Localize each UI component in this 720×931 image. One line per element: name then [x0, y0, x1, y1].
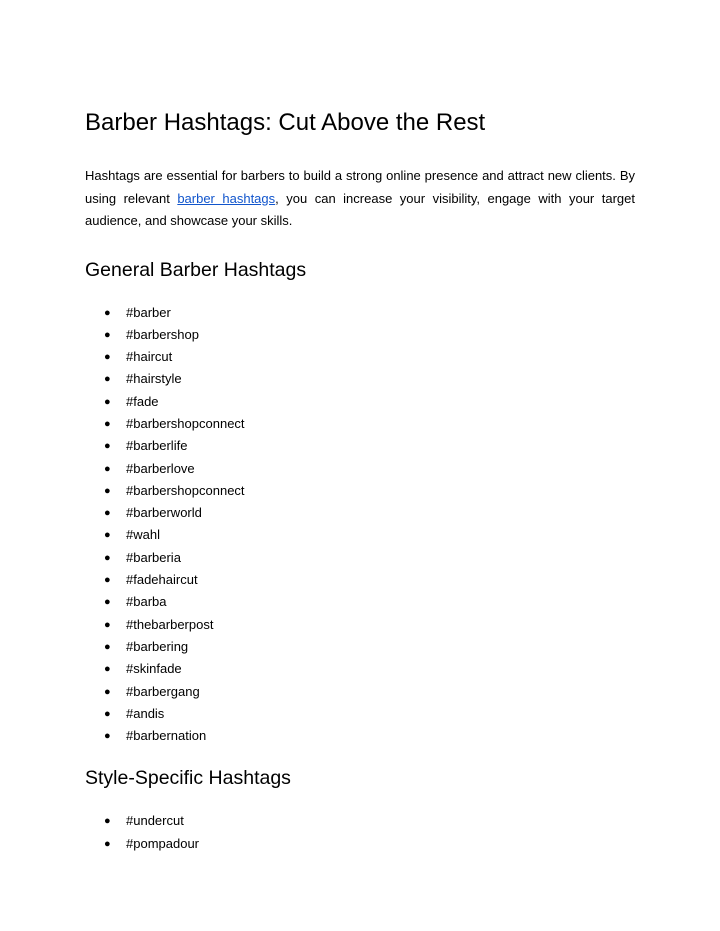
- hashtag-text: #andis: [126, 705, 165, 721]
- hashtag-text: #fade: [126, 393, 159, 409]
- hashtag-text: #barbershopconnect: [126, 415, 245, 431]
- hashtag-text: #barberlife: [126, 438, 188, 454]
- document-content: [85, 106, 635, 855]
- list-item: [85, 703, 635, 725]
- bullet-icon: ●: [104, 551, 111, 564]
- hashtag-text: #hairstyle: [126, 371, 182, 387]
- barber-hashtags-link[interactable]: barber hashtags: [177, 190, 276, 206]
- list-item: [85, 658, 635, 680]
- list-item: [85, 681, 635, 703]
- intro-paragraph: [85, 165, 635, 233]
- list-item: [85, 547, 635, 569]
- hashtag-text: #barbershopconnect: [126, 482, 245, 498]
- intro-text-after-link: , you can increase your visibility, engage with your target audience, and showcase your skills.: [85, 190, 635, 228]
- bullet-icon: ●: [104, 618, 111, 631]
- list-item: [85, 346, 635, 368]
- hashtag-text: #thebarberpost: [126, 616, 214, 632]
- page-title: Barber Hashtags: Cut Above the Rest: [85, 109, 486, 136]
- bullet-icon: ●: [104, 730, 111, 743]
- list-item: [85, 502, 635, 524]
- style-specific-hashtag-list: [85, 810, 635, 855]
- hashtag-text: #barberworld: [126, 505, 202, 521]
- bullet-icon: ●: [104, 837, 111, 850]
- bullet-icon: ●: [104, 373, 111, 386]
- bullet-icon: ●: [104, 306, 111, 319]
- general-hashtag-list: [85, 302, 635, 748]
- bullet-icon: ●: [104, 484, 111, 497]
- list-item: [85, 524, 635, 546]
- bullet-icon: ●: [104, 596, 111, 609]
- list-item: [85, 413, 635, 435]
- hashtag-text: #skinfade: [126, 661, 182, 677]
- list-item: [85, 725, 635, 747]
- bullet-icon: ●: [104, 815, 111, 828]
- bullet-icon: ●: [104, 462, 111, 475]
- hashtag-text: #barba: [126, 594, 167, 610]
- section-heading-general: General Barber Hashtags: [85, 258, 307, 281]
- bullet-icon: ●: [104, 417, 111, 430]
- bullet-icon: ●: [104, 529, 111, 542]
- list-item: [85, 368, 635, 390]
- list-item: [85, 391, 635, 413]
- hashtag-text: #fadehaircut: [126, 572, 198, 588]
- bullet-icon: ●: [104, 507, 111, 520]
- hashtag-text: #barbergang: [126, 683, 200, 699]
- list-item: [85, 810, 635, 832]
- hashtag-text: #wahl: [126, 527, 160, 543]
- hashtag-text: #haircut: [126, 349, 173, 365]
- bullet-icon: ●: [104, 351, 111, 364]
- list-item: [85, 636, 635, 658]
- hashtag-text: #barbernation: [126, 728, 207, 744]
- hashtag-text: #barbershop: [126, 326, 199, 342]
- bullet-icon: ●: [104, 440, 111, 453]
- bullet-icon: ●: [104, 707, 111, 720]
- list-item: [85, 302, 635, 324]
- section-heading-style-specific: Style-Specific Hashtags: [85, 767, 291, 790]
- list-item: [85, 833, 635, 855]
- intro-text-before-link: Hashtags are essential for barbers to build a strong online presence and attract new clients. By using relevant: [85, 168, 635, 206]
- hashtag-text: #barbering: [126, 638, 189, 654]
- bullet-icon: ●: [104, 640, 111, 653]
- hashtag-text: #pompadour: [126, 835, 199, 851]
- list-item: [85, 591, 635, 613]
- hashtag-text: #barberlove: [126, 460, 195, 476]
- bullet-icon: ●: [104, 685, 111, 698]
- hashtag-text: #undercut: [126, 813, 184, 829]
- bullet-icon: ●: [104, 328, 111, 341]
- bullet-icon: ●: [104, 574, 111, 587]
- hashtag-text: #barber: [126, 304, 171, 320]
- bullet-icon: ●: [104, 663, 111, 676]
- list-item: [85, 324, 635, 346]
- list-item: [85, 614, 635, 636]
- list-item: [85, 480, 635, 502]
- list-item: [85, 569, 635, 591]
- list-item: [85, 458, 635, 480]
- bullet-icon: ●: [104, 395, 111, 408]
- list-item: [85, 435, 635, 457]
- hashtag-text: #barberia: [126, 549, 181, 565]
